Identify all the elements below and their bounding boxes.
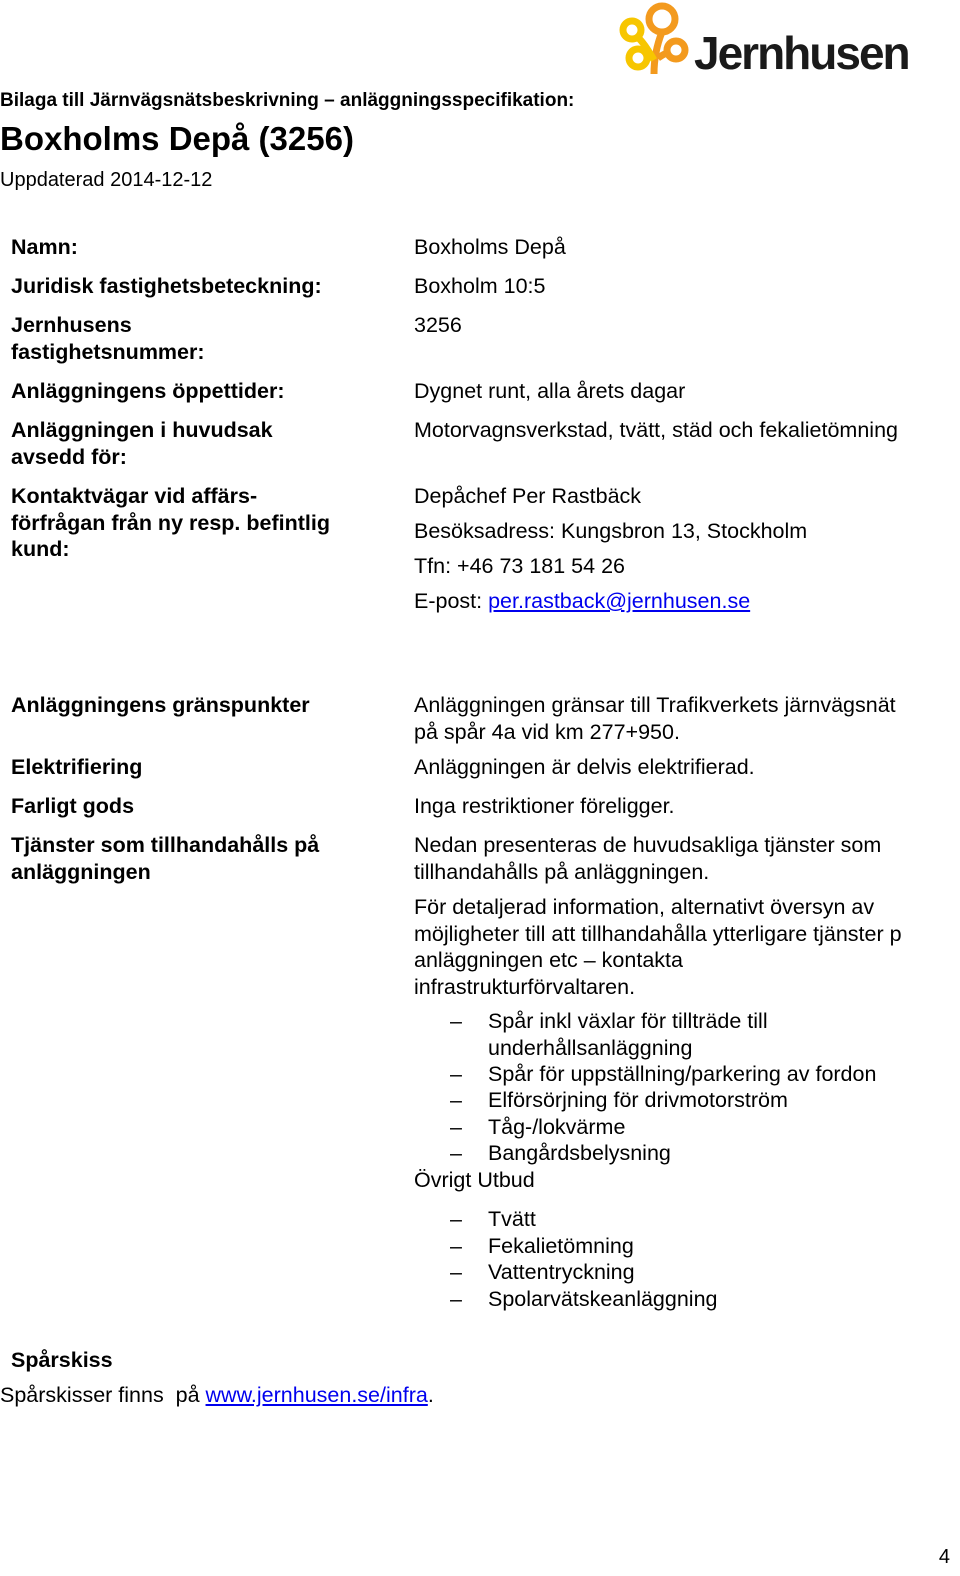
bullet-dash: – (450, 1009, 462, 1033)
oppettider-value: Dygnet runt, alla årets dagar (414, 379, 686, 403)
brand-wordmark: Jernhusen (694, 27, 909, 79)
service-item: Spår för uppställning/parkering av fordon (488, 1062, 877, 1086)
kontakt-email-link[interactable]: per.rastback@jernhusen.se (488, 589, 751, 613)
elektrifiering-value: Anläggningen är delvis elektrifierad. (414, 755, 755, 779)
bullet-dash: – (450, 1260, 462, 1284)
service-item: Elförsörjning för drivmotorström (488, 1088, 788, 1112)
kontakt-name: Depåchef Per Rastbäck (414, 484, 642, 508)
bullet-dash: – (450, 1141, 462, 1165)
page-number: 4 (938, 1546, 950, 1568)
fastighetsnummer-label: Jernhusens fastighetsnummer: (11, 313, 205, 364)
sparskiss-suffix: . (427, 1383, 434, 1407)
document-kicker: Bilaga till Järnvägsnätsbeskrivning – anläggningsspecifikation: (0, 90, 575, 111)
service-item: Bangårdsbelysning (488, 1141, 671, 1165)
sparskiss-link[interactable]: www.jernhusen.se/infra (205, 1383, 428, 1407)
bullet-dash: – (450, 1115, 462, 1139)
namn-value: Boxholms Depå (414, 235, 566, 259)
kontakt-email-prefix: E-post: (414, 589, 489, 613)
kontakt-address: Besöksadress: Kungsbron 13, Stockholm (414, 519, 808, 543)
page-title: Boxholms Depå (3256) (0, 120, 354, 157)
farligt-gods-label: Farligt gods (11, 794, 135, 818)
fastighetsnummer-value: 3256 (414, 313, 462, 337)
sparskiss-text (0, 1382, 434, 1409)
ovrigt-item: Tvätt (488, 1207, 536, 1231)
ovrigt-item: Vattentryckning (488, 1260, 635, 1284)
tjanster-intro: Nedan presenteras de huvudsakliga tjänster som tillhandahålls på anläggningen. (414, 833, 882, 884)
ovrigt-item: Fekalietömning (488, 1234, 634, 1258)
sparskiss-prefix: Spårskisser finns på (0, 1383, 206, 1407)
avsedd-value: Motorvagnsverkstad, tvätt, städ och fekalietömning (414, 418, 898, 442)
kontakt-label: Kontaktvägar vid affärs- förfrågan från ny resp. befintlig kund: (11, 484, 330, 561)
juridisk-value: Boxholm 10:5 (414, 274, 546, 298)
service-item: Spår inkl växlar för tillträde till underhållsanläggning (488, 1009, 768, 1060)
updated-date: Uppdaterad 2014-12-12 (0, 169, 213, 191)
bullet-dash: – (450, 1287, 462, 1311)
sparskiss-heading: Spårskiss (11, 1348, 113, 1372)
kontakt-email-row (414, 588, 750, 615)
juridisk-label: Juridisk fastighetsbeteckning: (11, 274, 322, 298)
granspunkter-value: Anläggningen gränsar till Trafikverkets järnvägsnät på spår 4a vid km 277+950. (414, 693, 896, 744)
namn-label: Namn: (11, 235, 78, 259)
farligt-gods-value: Inga restriktioner föreligger. (414, 794, 675, 818)
service-item: Tåg-/lokvärme (488, 1115, 626, 1139)
kontakt-phone: Tfn: +46 73 181 54 26 (414, 554, 625, 578)
avsedd-label: Anläggningen i huvudsak avsedd för: (11, 418, 273, 469)
granspunkter-label: Anläggningens gränspunkter (11, 693, 310, 717)
ovrigt-item: Spolarvätskeanläggning (488, 1287, 718, 1311)
bullet-dash: – (450, 1234, 462, 1258)
tjanster-label: Tjänster som tillhandahålls på anläggningen (11, 833, 320, 884)
bullet-dash: – (450, 1088, 462, 1112)
bullet-dash: – (450, 1207, 462, 1231)
ovrigt-utbud-heading: Övrigt Utbud (414, 1168, 535, 1192)
oppettider-label: Anläggningens öppettider: (11, 379, 285, 403)
elektrifiering-label: Elektrifiering (11, 755, 143, 779)
bullet-dash: – (450, 1062, 462, 1086)
tjanster-more: För detaljerad information, alternativt översyn av möjligheter till att tillhandahålla ytterligare tjänster p anläggningen etc – kontakta infrastrukturförvaltaren. (414, 895, 902, 999)
